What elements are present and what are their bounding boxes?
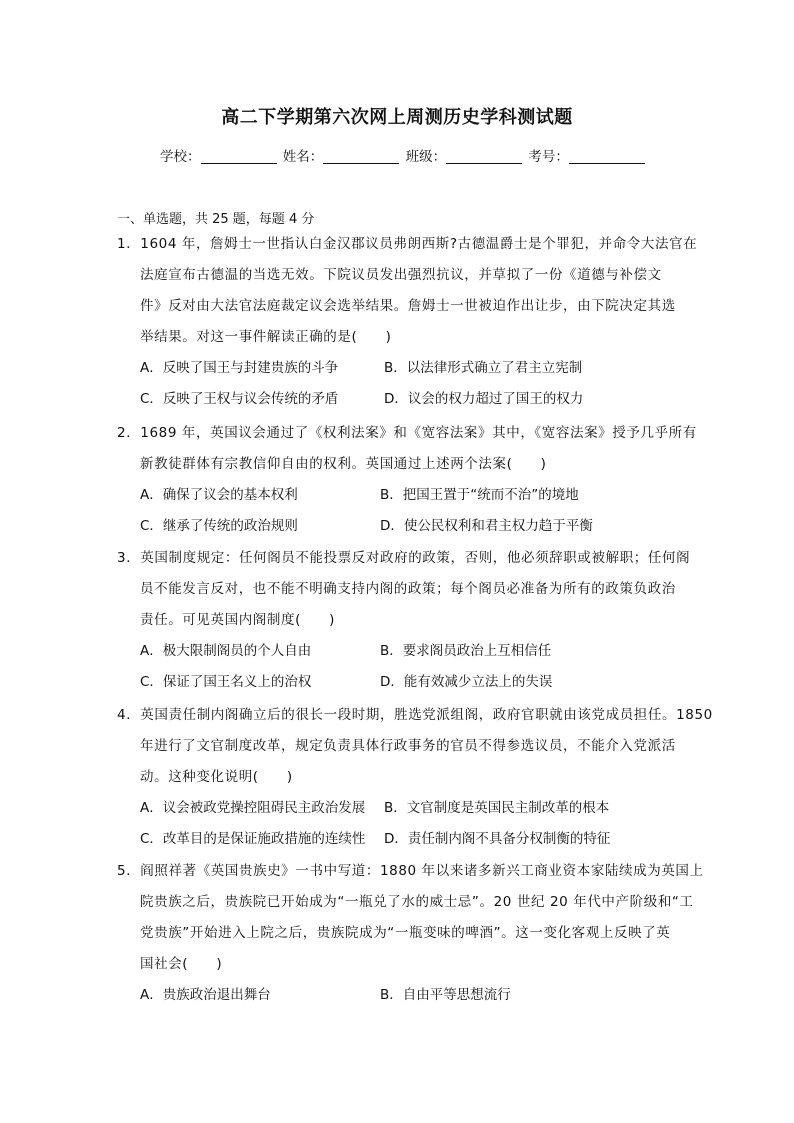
section-header: 一、单选题，共 25 题，每题 4 分	[117, 212, 315, 227]
question-text-line: 2．1689 年，英国议会通过了《权利法案》和《宽容法案》其中，《宽容法案》授予几乎所有	[117, 425, 697, 441]
question-text-line: 举结果。对这一事件解读正确的是( )	[140, 329, 392, 345]
question-text-line: 新教徒群体有宗教信仰自由的权利。英国通过上述两个法案( )	[140, 456, 547, 472]
class-blank[interactable]	[446, 149, 522, 164]
option-a[interactable]: A．议会被政党操控阻碍民主政治发展	[140, 800, 366, 816]
question-text-line: 责任。可见英国内阁制度( )	[140, 612, 336, 628]
question-5	[117, 856, 704, 1011]
option-c[interactable]: C．改革目的是保证施政措施的连续性	[140, 831, 366, 847]
question-text-line: 5．阎照祥著《英国贵族史》一书中写道：1880 年以来诸多新兴工商业资本家陆续成为英国上	[117, 863, 704, 879]
question-text-line: 员不能发言反对，也不能不明确支持内阁的政策；每个阁员必准备为所有的政策负政治	[140, 581, 676, 597]
option-d[interactable]: D．议会的权力超过了国王的权力	[384, 391, 584, 407]
question-text-line: 3．英国制度规定：任何阁员不能投票反对政府的政策，否则，他必须辞职或被解职；任何阁	[117, 550, 691, 566]
option-d[interactable]: D．责任制内阁不具备分权制衡的特征	[384, 831, 611, 847]
option-c[interactable]: C．保证了国王名义上的治权	[140, 674, 312, 690]
school-blank[interactable]	[201, 149, 277, 164]
option-a[interactable]: A．确保了议会的基本权利	[140, 487, 298, 503]
question-text-line: 4．英国责任制内阁确立后的很长一段时期，胜选党派组阁，政府官职就由该党成员担任。1850	[117, 707, 713, 723]
student-info-line	[160, 145, 647, 165]
question-text-line: 1．1604 年，詹姆士一世指认白金汉郡议员弗朗西斯?古德温爵士是个罪犯，并命令大法官在	[117, 236, 698, 252]
question-1	[117, 229, 698, 415]
option-row	[117, 480, 677, 511]
question-text-line: 国社会( )	[140, 956, 223, 972]
question-2	[117, 418, 697, 542]
option-row	[117, 824, 677, 855]
class-label: 班级：	[405, 149, 447, 165]
option-row	[117, 636, 677, 667]
question-4	[117, 700, 713, 855]
question-text-line: 院贵族之后，贵族院已开始成为“一瓶兑了水的威士忌”。20 世纪 20 年代中产阶级和“工	[140, 894, 694, 910]
question-3	[117, 543, 691, 698]
question-text-line: 党贵族”开始进入上院之后，贵族院成为“一瓶变味的啤酒”。这一变化客观上反映了英	[140, 925, 671, 941]
option-c[interactable]: C．反映了王权与议会传统的矛盾	[140, 391, 339, 407]
option-b[interactable]: B．自由平等思想流行	[380, 987, 511, 1003]
option-row	[117, 980, 677, 1011]
exam-number-label: 考号：	[528, 149, 569, 165]
option-row	[117, 353, 677, 384]
option-b[interactable]: B．要求阁员政治上互相信任	[380, 643, 552, 659]
option-d[interactable]: D．能有效减少立法上的失误	[380, 674, 553, 690]
option-c[interactable]: C．继承了传统的政治规则	[140, 518, 298, 534]
option-b[interactable]: B．把国王置于“统而不治”的境地	[380, 487, 579, 503]
option-a[interactable]: A．反映了国王与封建贵族的斗争	[140, 360, 339, 376]
exam-number-blank[interactable]	[569, 149, 645, 164]
question-text-line: 年进行了文官制度改革，规定负责具体行政事务的官员不得参选议员，不能介入党派活	[140, 738, 676, 754]
option-d[interactable]: D．使公民权利和君主权力趋于平衡	[380, 518, 593, 534]
question-text-line: 件》反对由大法官法庭裁定议会选举结果。詹姆士一世被迫作出让步，由下院决定其选	[140, 298, 676, 314]
option-row	[117, 793, 677, 824]
option-a[interactable]: A．极大限制阁员的个人自由	[140, 643, 312, 659]
question-text-line: 法庭宣布古德温的当选无效。下院议员发出强烈抗议，并草拟了一份《道德与补偿文	[140, 267, 662, 283]
option-a[interactable]: A．贵族政治退出舞台	[140, 987, 271, 1003]
option-row	[117, 511, 677, 542]
question-text-line: 动。这种变化说明( )	[140, 769, 293, 785]
option-row	[117, 667, 677, 698]
option-row	[117, 384, 677, 415]
option-b[interactable]: B．以法律形式确立了君主立宪制	[384, 360, 583, 376]
option-b[interactable]: B．文官制度是英国民主制改革的根本	[384, 800, 610, 816]
name-blank[interactable]	[323, 149, 399, 164]
page-title: 高二下学期第六次网上周测历史学科测试题	[221, 107, 573, 128]
name-label: 姓名：	[282, 149, 324, 165]
school-label: 学校：	[160, 149, 201, 165]
